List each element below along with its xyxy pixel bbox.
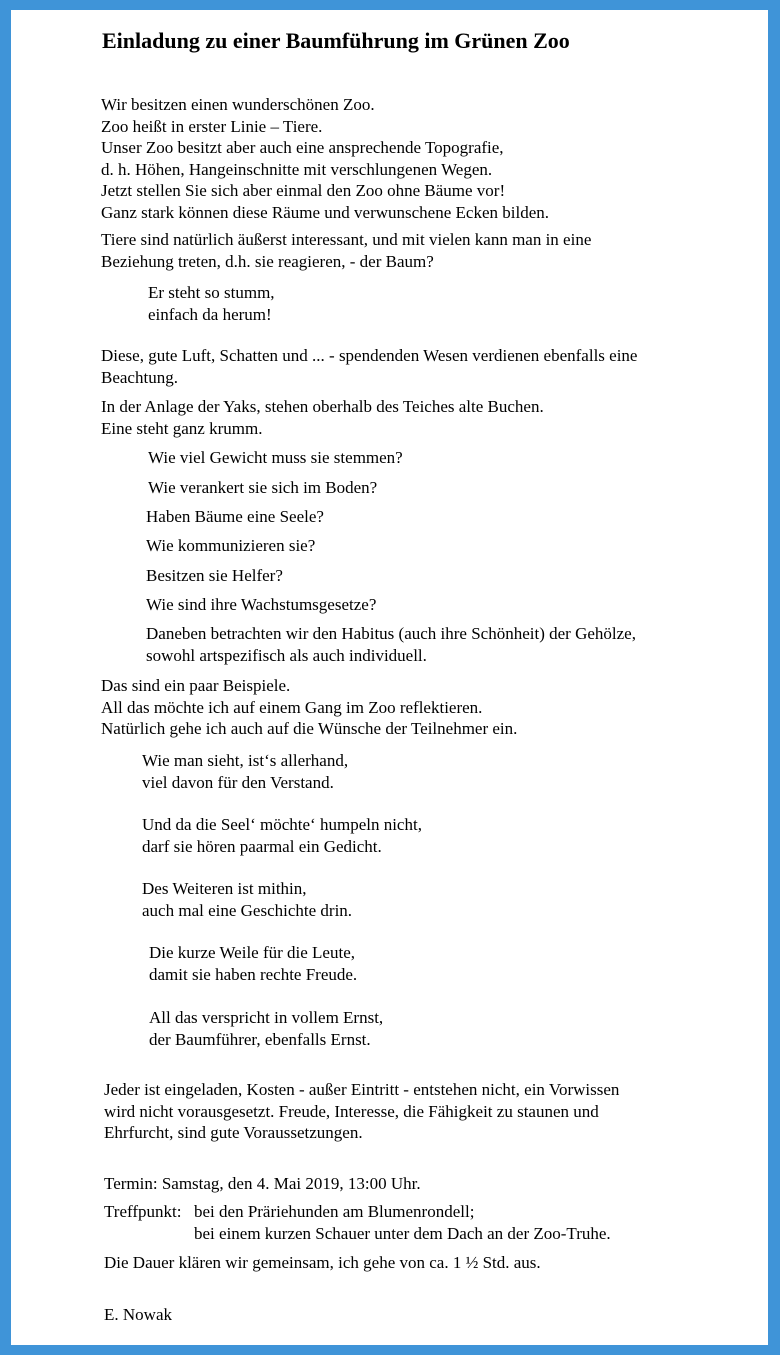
text-line: Jeder ist eingeladen, Kosten - außer Eintritt - entstehen nicht, ein Vorwissen [104,1080,620,1099]
treffpunkt-label: Treffpunkt: [104,1202,182,1221]
question-line: Wie sind ihre Wachstumsgesetze? [146,595,377,614]
poem-stanza [149,1007,383,1050]
document-title: Einladung zu einer Baumführung im Grünen Zoo [102,28,570,53]
text-line: Er steht so stumm, [148,283,275,302]
text-line: Daneben betrachten wir den Habitus (auch ihre Schönheit) der Gehölze, [146,624,636,643]
beispiele-paragraph [101,675,517,740]
poem-line: Die kurze Weile für die Leute, [149,943,356,962]
text-line: Natürlich gehe ich auch auf die Wünsche der Teilnehmer ein. [101,719,518,738]
text-line: Beziehung treten, d.h. sie reagieren, - der Baum? [101,251,434,271]
poem-line: auch mal eine Geschichte drin. [142,900,353,920]
document-page [11,10,768,1345]
einladung-paragraph [104,1079,619,1144]
dauer-line: Die Dauer klären wir gemeinsam, ich gehe von ca. 1 ½ Std. aus. [104,1253,541,1272]
poem-line: darf sie hören paarmal ein Gedicht. [142,836,382,856]
poem-line: damit sie haben rechte Freude. [149,964,358,984]
poem-stanza [142,878,352,921]
text-line: Unser Zoo besitzt aber auch eine ansprechende Topografie, [101,138,504,157]
treffpunkt-line: bei einem kurzen Schauer unter dem Dach an der Zoo-Truhe. [194,1224,611,1243]
question-line: Wie viel Gewicht muss sie stemmen? [148,448,403,467]
text-line: Ganz stark können diese Räume und verwunschene Ecken bilden. [101,202,549,222]
habitus-paragraph [146,623,636,666]
intro-paragraph [101,94,549,223]
text-line: All das möchte ich auf einem Gang im Zoo reflektieren. [101,697,483,717]
poem-line: viel davon für den Verstand. [142,772,334,792]
text-line: Eine steht ganz krumm. [101,418,263,438]
question-line: Haben Bäume eine Seele? [146,507,324,526]
text-line: sowohl artspezifisch als auch individuell. [146,645,427,665]
luft-paragraph [101,345,637,388]
poem-line: Des Weiteren ist mithin, [142,879,307,898]
poem-stanza [142,814,422,857]
animals-paragraph [101,229,591,272]
treffpunkt-line: bei den Präriehunden am Blumenrondell; [194,1202,475,1221]
text-line: Diese, gute Luft, Schatten und ... - spendenden Wesen verdienen ebenfalls eine [101,346,638,365]
question-line: Besitzen sie Helfer? [146,566,283,585]
poem-line: All das verspricht in vollem Ernst, [149,1008,384,1027]
stumm-verse [148,282,275,325]
text-line: d. h. Höhen, Hangeinschnitte mit verschlungenen Wegen. [101,159,493,179]
termin-line: Termin: Samstag, den 4. Mai 2019, 13:00 Uhr. [104,1174,421,1193]
text-line: wird nicht vorausgesetzt. Freude, Interesse, die Fähigkeit zu staunen und [104,1101,599,1121]
poem-line: Wie man sieht, ist‘s allerhand, [142,751,349,770]
poem-stanza [142,750,348,793]
text-line: Das sind ein paar Beispiele. [101,676,291,695]
poem-line: Und da die Seel‘ möchte‘ humpeln nicht, [142,815,422,834]
signature: E. Nowak [104,1305,172,1324]
text-line: Ehrfurcht, sind gute Voraussetzungen. [104,1123,363,1142]
question-line: Wie kommunizieren sie? [146,536,316,555]
text-line: Tiere sind natürlich äußerst interessant, und mit vielen kann man in eine [101,230,592,249]
text-line: Beachtung. [101,367,178,387]
text-line: In der Anlage der Yaks, stehen oberhalb des Teiches alte Buchen. [101,397,544,416]
yaks-paragraph [101,396,544,439]
text-line: einfach da herum! [148,304,272,324]
poem-line: der Baumführer, ebenfalls Ernst. [149,1029,371,1049]
poem-stanza [149,942,357,985]
question-line: Wie verankert sie sich im Boden? [148,478,378,497]
text-line: Zoo heißt in erster Linie – Tiere. [101,116,323,136]
text-line: Jetzt stellen Sie sich aber einmal den Zoo ohne Bäume vor! [101,181,506,200]
text-line: Wir besitzen einen wunderschönen Zoo. [101,95,375,114]
